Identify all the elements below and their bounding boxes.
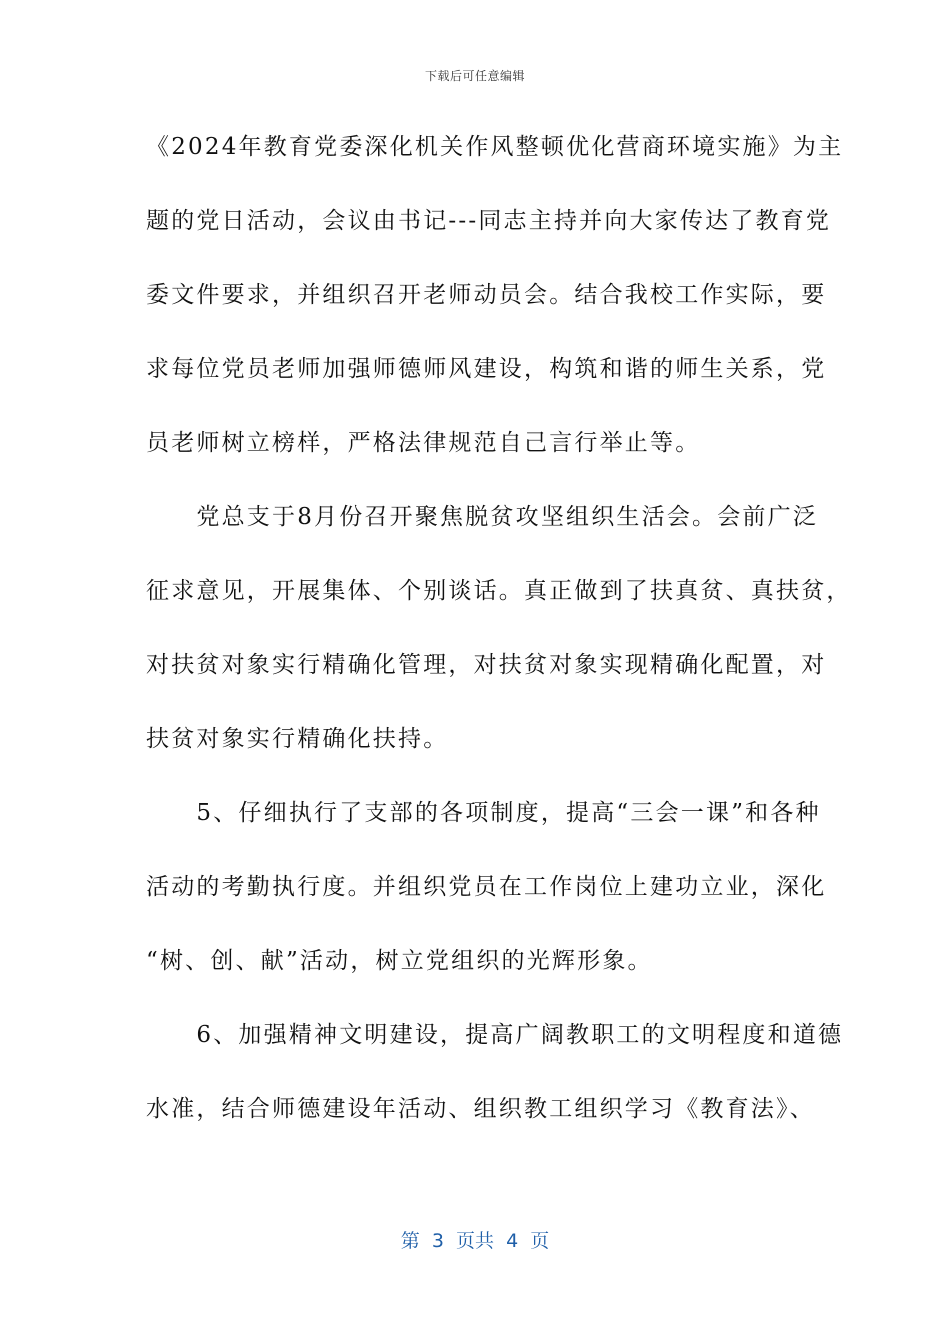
- body-line: 《2024年教育党委深化机关作风整顿优化营商环境实施》为主: [146, 134, 844, 160]
- body-line: 活动的考勤执行度。并组织党员在工作岗位上建功立业，深化: [146, 874, 827, 900]
- body-line: 扶贫对象实行精确化扶持。: [146, 726, 449, 752]
- body-line: 5、仔细执行了支部的各项制度，提高“三会一课”和各种: [146, 800, 821, 826]
- body-line: 6、加强精神文明建设，提高广阔教职工的文明程度和道德: [146, 1022, 844, 1048]
- header-note: 下载后可任意编辑: [424, 69, 525, 83]
- document-body: [146, 125, 852, 1161]
- body-line: 党总支于8月份召开聚焦脱贫攻坚组织生活会。会前广泛: [146, 504, 819, 530]
- body-line: 员老师树立榜样，严格法律规范自己言行举止等。: [146, 430, 701, 456]
- body-line: 水准，结合师德建设年活动、组织教工组织学习《教育法》、: [146, 1096, 815, 1122]
- body-line: 题的党日活动，会议由书记---同志主持并向大家传达了教育党: [146, 208, 832, 234]
- body-line: 征求意见，开展集体、个别谈话。真正做到了扶真贫、真扶贫，: [146, 578, 852, 604]
- body-line: “树、创、献”活动，树立党组织的光辉形象。: [146, 948, 653, 974]
- body-line: 求每位党员老师加强师德师风建设，构筑和谐的师生关系，党: [146, 356, 827, 382]
- body-line: 对扶贫对象实行精确化管理，对扶贫对象实现精确化配置，对: [146, 652, 827, 678]
- page-indicator: 第 3 页共 4 页: [400, 1230, 550, 1252]
- body-line: 委文件要求，并组织召开老师动员会。结合我校工作实际，要: [146, 282, 827, 308]
